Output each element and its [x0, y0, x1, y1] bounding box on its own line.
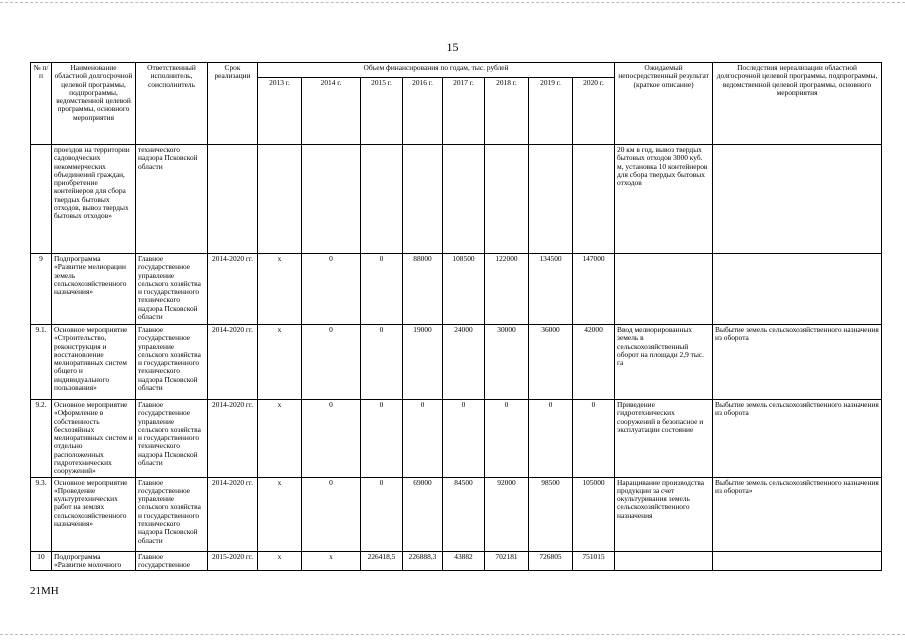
row-value: 0: [443, 400, 485, 478]
col-num-header: № п/п: [31, 63, 52, 145]
row-consequences: [713, 145, 882, 254]
row-executor: технического надзора Псковской области: [136, 145, 208, 254]
row-executor: Главное государственное: [136, 551, 208, 571]
row-consequences: Выбытие земель сельскохозяйственного назначения из оборота: [713, 325, 882, 400]
row-value: 0: [529, 400, 573, 478]
row-value: 0: [573, 400, 615, 478]
row-value: 0: [361, 477, 403, 551]
row-name: проездов на территории садоводческих некоммерческих объединений граждан, приобретение контейнеров для сбора твердых бытовых отходов, вывоз твердых бытовых отходов»: [52, 145, 136, 254]
year-header: 2017 г.: [443, 78, 485, 145]
row-term: 2014-2020 гг.: [208, 325, 258, 400]
row-value: [443, 145, 485, 254]
row-value: 98500: [529, 477, 573, 551]
row-value: 42000: [573, 325, 615, 400]
row-value: х: [258, 400, 302, 478]
row-name: Основное мероприятие «Проведение культуртехнических работ на землях сельскохозяйственного назначения»: [52, 477, 136, 551]
row-value: 36000: [529, 325, 573, 400]
row-value: [302, 145, 361, 254]
row-value: 24000: [443, 325, 485, 400]
row-num: 9.1.: [31, 325, 52, 400]
row-num: [31, 145, 52, 254]
row-term: 2014-2020 гг.: [208, 477, 258, 551]
row-executor: Главное государственное управление сельского хозяйства и государственного технического надзора Псковской области: [136, 477, 208, 551]
row-value: [361, 145, 403, 254]
row-result: Приведение гидротехнических сооружений в безопасное и эксплуатации состояние: [615, 400, 713, 478]
header-row: [31, 63, 882, 78]
row-value: 0: [302, 254, 361, 325]
row-executor: Главное государственное управление сельского хозяйства и государственного технического надзора Псковской области: [136, 325, 208, 400]
year-header: 2016 г.: [403, 78, 443, 145]
row-consequences: Выбытие земель сельскохозяйственного назначения из оборота»: [713, 477, 882, 551]
row-consequences: [713, 254, 882, 325]
col-term-header: Срок реализации: [208, 63, 258, 145]
row-value: х: [258, 551, 302, 571]
row-value: 122000: [485, 254, 529, 325]
row-value: 105000: [573, 477, 615, 551]
footer-code: 21МН: [30, 585, 59, 597]
row-value: 226418,5: [361, 551, 403, 571]
row-name: Подпрограмма «Развитие молочного: [52, 551, 136, 571]
scan-bottom-edge: [0, 634, 905, 635]
row-result: [615, 254, 713, 325]
row-consequences: [713, 551, 882, 571]
row-name: Основное мероприятие «Строительство, реконструкция и восстановление мелиоративных систем общего и индивидуального пользования»: [52, 325, 136, 400]
row-value: 0: [361, 400, 403, 478]
row-name: Основное мероприятие «Оформление в собственность бесхозяйных мелиоративных систем и отдельно расположенных гидротехнических сооружений»: [52, 400, 136, 478]
row-value: 0: [485, 400, 529, 478]
row-num: 9.2.: [31, 400, 52, 478]
year-header: 2013 г.: [258, 78, 302, 145]
row-value: 43882: [443, 551, 485, 571]
row-value: х: [302, 551, 361, 571]
row-result: [615, 551, 713, 571]
col-result-header: Ожидаемый непосредственный результат (краткое описание): [615, 63, 713, 145]
year-header: 2015 г.: [361, 78, 403, 145]
row-value: 726805: [529, 551, 573, 571]
row-result: Наращивание производства продукции за счет окультуривания земель сельскохозяйственного назначения: [615, 477, 713, 551]
row-consequences: Выбытие земель сельскохозяйственного назначения из оборота: [713, 400, 882, 478]
row-value: 0: [361, 325, 403, 400]
row-result: Ввод мелиорированных земель в сельскохозяйственный оборот на площади 2,9 тыс. га: [615, 325, 713, 400]
row-value: х: [258, 325, 302, 400]
row-term: 2015-2020 гг.: [208, 551, 258, 571]
col-name-header: Наименование областной долгосрочной целевой программы, подпрограммы, ведомственной целевой программы, основного мероприятия: [52, 63, 136, 145]
row-value: 30000: [485, 325, 529, 400]
year-header: 2018 г.: [485, 78, 529, 145]
row-num: 10: [31, 551, 52, 571]
row-value: 69000: [403, 477, 443, 551]
year-header: 2014 г.: [302, 78, 361, 145]
row-executor: Главное государственное управление сельского хозяйства и государственного технического надзора Псковской области: [136, 400, 208, 478]
row-value: 226888,3: [403, 551, 443, 571]
row-term: 2014-2020 гг.: [208, 400, 258, 478]
row-num: 9: [31, 254, 52, 325]
row-value: 92000: [485, 477, 529, 551]
year-header: 2020 г.: [573, 78, 615, 145]
row-value: 88000: [403, 254, 443, 325]
col-funding-header: Объем финансирования по годам, тыс. рублей: [258, 63, 615, 78]
row-executor: Главное государственное управление сельского хозяйства и государственного технического надзора Псковской области: [136, 254, 208, 325]
row-num: 9.3.: [31, 477, 52, 551]
row-value: [485, 145, 529, 254]
row-value: 108500: [443, 254, 485, 325]
table-row: [31, 325, 882, 400]
table-row: [31, 145, 882, 254]
row-term: [208, 145, 258, 254]
row-value: 84500: [443, 477, 485, 551]
col-executor-header: Ответственный исполнитель, соисполнитель: [136, 63, 208, 145]
row-value: 751015: [573, 551, 615, 571]
row-name: Подпрограмма «Развитие мелиорации земель сельскохозяйственного назначения»: [52, 254, 136, 325]
program-table: [30, 62, 882, 571]
row-value: [529, 145, 573, 254]
col-consequences-header: Последствия нереализации областной долгосрочной целевой программы, подпрограммы, ведомственной целевой программы, основного мероприятия: [713, 63, 882, 145]
row-value: 147000: [573, 254, 615, 325]
table-row: [31, 400, 882, 478]
row-value: 702181: [485, 551, 529, 571]
row-value: х: [258, 477, 302, 551]
table-row: [31, 551, 882, 571]
row-value: [403, 145, 443, 254]
table-row: [31, 477, 882, 551]
scan-top-edge: [0, 2, 905, 3]
row-value: [573, 145, 615, 254]
row-value: 0: [302, 400, 361, 478]
table-row: [31, 254, 882, 325]
row-value: х: [258, 254, 302, 325]
row-term: 2014-2020 гг.: [208, 254, 258, 325]
row-result: 20 км в год, вывоз твердых бытовых отходов 3000 куб. м, установка 10 контейнеров для сбора твердых бытовых отходов: [615, 145, 713, 254]
row-value: [258, 145, 302, 254]
row-value: 134500: [529, 254, 573, 325]
row-value: 0: [361, 254, 403, 325]
row-value: 0: [302, 477, 361, 551]
row-value: 0: [302, 325, 361, 400]
page-number: 15: [446, 40, 459, 54]
row-value: 19000: [403, 325, 443, 400]
year-header: 2019 г.: [529, 78, 573, 145]
row-value: 0: [403, 400, 443, 478]
